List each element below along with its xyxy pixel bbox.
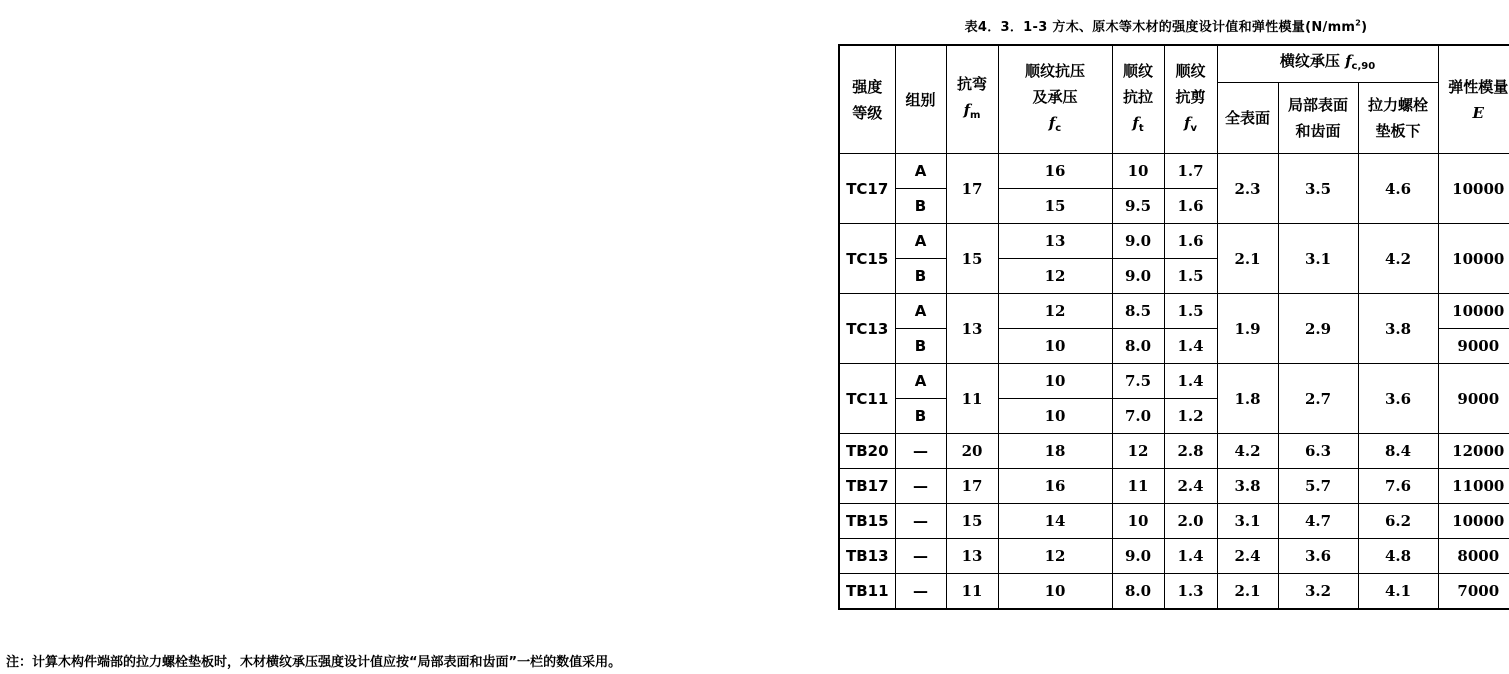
ft-cell: 8.0 <box>1112 574 1164 610</box>
local-surface-cell: 2.9 <box>1278 294 1358 364</box>
fm-cell: 15 <box>946 224 998 294</box>
grade-cell: TB11 <box>839 574 895 610</box>
fm-cell: 13 <box>946 539 998 574</box>
group-cell: A <box>895 364 946 399</box>
ft-cell: 8.0 <box>1112 329 1164 364</box>
ft-cell: 8.5 <box>1112 294 1164 329</box>
modulus-cell: 8000 <box>1438 539 1509 574</box>
header-shear: 顺纹 抗剪 $f_v$ <box>1164 45 1217 154</box>
bolt-plate-cell: 4.1 <box>1358 574 1438 610</box>
ft-cell: 12 <box>1112 434 1164 469</box>
fc-cell: 10 <box>998 329 1112 364</box>
modulus-cell: 11000 <box>1438 469 1509 504</box>
bolt-plate-cell: 3.6 <box>1358 364 1438 434</box>
local-surface-cell: 3.2 <box>1278 574 1358 610</box>
fv-cell: 1.2 <box>1164 399 1217 434</box>
modulus-cell: 9000 <box>1438 329 1509 364</box>
fm-cell: 13 <box>946 294 998 364</box>
grade-cell: TC13 <box>839 294 895 364</box>
fc-cell: 10 <box>998 574 1112 610</box>
fc-cell: 12 <box>998 294 1112 329</box>
modulus-cell: 10000 <box>1438 504 1509 539</box>
ft-cell: 10 <box>1112 504 1164 539</box>
fm-cell: 17 <box>946 469 998 504</box>
fm-cell: 17 <box>946 154 998 224</box>
modulus-cell: 10000 <box>1438 224 1509 294</box>
table-row <box>839 224 1509 259</box>
table-row <box>839 434 1509 469</box>
header-full-surface: 全表面 <box>1217 83 1278 154</box>
table-row <box>839 154 1509 189</box>
bolt-plate-cell: 4.6 <box>1358 154 1438 224</box>
full-surface-cell: 2.3 <box>1217 154 1278 224</box>
fv-cell: 2.4 <box>1164 469 1217 504</box>
header-transverse: 横纹承压 $f_{c,90}$ <box>1217 45 1438 83</box>
fv-cell: 1.4 <box>1164 364 1217 399</box>
bolt-plate-cell: 4.2 <box>1358 224 1438 294</box>
grade-cell: TC17 <box>839 154 895 224</box>
fv-cell: 1.6 <box>1164 189 1217 224</box>
local-surface-cell: 4.7 <box>1278 504 1358 539</box>
fc-cell: 10 <box>998 364 1112 399</box>
grade-cell: TB15 <box>839 504 895 539</box>
grade-cell: TC11 <box>839 364 895 434</box>
full-surface-cell: 2.4 <box>1217 539 1278 574</box>
grade-cell: TC15 <box>839 224 895 294</box>
fv-cell: 1.6 <box>1164 224 1217 259</box>
table-row <box>839 574 1509 610</box>
modulus-cell: 10000 <box>1438 294 1509 329</box>
header-bending: 抗弯 $f_m$ <box>946 45 998 154</box>
fv-cell: 2.0 <box>1164 504 1217 539</box>
modulus-cell: 7000 <box>1438 574 1509 610</box>
full-surface-cell: 1.8 <box>1217 364 1278 434</box>
group-cell: — <box>895 434 946 469</box>
full-surface-cell: 2.1 <box>1217 574 1278 610</box>
group-cell: B <box>895 399 946 434</box>
modulus-cell: 10000 <box>1438 154 1509 224</box>
fc-cell: 14 <box>998 504 1112 539</box>
fc-cell: 16 <box>998 154 1112 189</box>
full-surface-cell: 2.1 <box>1217 224 1278 294</box>
bolt-plate-cell: 8.4 <box>1358 434 1438 469</box>
local-surface-cell: 3.1 <box>1278 224 1358 294</box>
header-grade: 强度 等级 <box>839 45 895 154</box>
header-bolt-plate: 拉力螺栓 垫板下 <box>1358 83 1438 154</box>
fm-cell: 11 <box>946 364 998 434</box>
fv-cell: 1.5 <box>1164 294 1217 329</box>
fm-cell: 11 <box>946 574 998 610</box>
ft-cell: 10 <box>1112 154 1164 189</box>
fv-cell: 1.5 <box>1164 259 1217 294</box>
bolt-plate-cell: 7.6 <box>1358 469 1438 504</box>
ft-cell: 9.0 <box>1112 224 1164 259</box>
local-surface-cell: 2.7 <box>1278 364 1358 434</box>
fm-cell: 15 <box>946 504 998 539</box>
grade-cell: TB13 <box>839 539 895 574</box>
header-compression: 顺纹抗压 及承压 $f_c$ <box>998 45 1112 154</box>
fv-cell: 1.3 <box>1164 574 1217 610</box>
group-cell: A <box>895 154 946 189</box>
fc-cell: 12 <box>998 539 1112 574</box>
header-tension: 顺纹 抗拉 $f_t$ <box>1112 45 1164 154</box>
group-cell: B <box>895 259 946 294</box>
modulus-cell: 9000 <box>1438 364 1509 434</box>
modulus-cell: 12000 <box>1438 434 1509 469</box>
group-cell: — <box>895 539 946 574</box>
table-row <box>839 294 1509 329</box>
fv-cell: 1.4 <box>1164 329 1217 364</box>
fc-cell: 18 <box>998 434 1112 469</box>
table-row <box>839 504 1509 539</box>
group-cell: B <box>895 189 946 224</box>
full-surface-cell: 3.8 <box>1217 469 1278 504</box>
ft-cell: 7.0 <box>1112 399 1164 434</box>
fc-cell: 13 <box>998 224 1112 259</box>
bolt-plate-cell: 3.8 <box>1358 294 1438 364</box>
ft-cell: 7.5 <box>1112 364 1164 399</box>
full-surface-cell: 1.9 <box>1217 294 1278 364</box>
local-surface-cell: 6.3 <box>1278 434 1358 469</box>
header-group: 组别 <box>895 45 946 154</box>
ft-cell: 11 <box>1112 469 1164 504</box>
table-title: 表4．3．1-3 方木、原木等木材的强度设计值和弹性模量$(N/mm^2)$ <box>964 18 1368 35</box>
fv-cell: 1.4 <box>1164 539 1217 574</box>
fc-cell: 15 <box>998 189 1112 224</box>
fv-cell: 1.7 <box>1164 154 1217 189</box>
table-row <box>839 469 1509 504</box>
strength-table <box>838 44 1509 610</box>
bolt-plate-cell: 4.8 <box>1358 539 1438 574</box>
grade-cell: TB17 <box>839 469 895 504</box>
fm-cell: 20 <box>946 434 998 469</box>
local-surface-cell: 3.6 <box>1278 539 1358 574</box>
full-surface-cell: 3.1 <box>1217 504 1278 539</box>
group-cell: A <box>895 294 946 329</box>
group-cell: — <box>895 469 946 504</box>
fv-cell: 2.8 <box>1164 434 1217 469</box>
group-cell: — <box>895 574 946 610</box>
ft-cell: 9.0 <box>1112 259 1164 294</box>
bolt-plate-cell: 6.2 <box>1358 504 1438 539</box>
ft-cell: 9.0 <box>1112 539 1164 574</box>
fc-cell: 16 <box>998 469 1112 504</box>
ft-cell: 9.5 <box>1112 189 1164 224</box>
table-row <box>839 364 1509 399</box>
fc-cell: 10 <box>998 399 1112 434</box>
local-surface-cell: 5.7 <box>1278 469 1358 504</box>
fc-cell: 12 <box>998 259 1112 294</box>
table-note: 注：计算木构件端部的拉力螺栓垫板时，木材横纹承压强度设计值应按“局部表面和齿面”一栏的数值采用。 <box>6 655 622 670</box>
full-surface-cell: 4.2 <box>1217 434 1278 469</box>
header-modulus: 弹性模量 E <box>1438 45 1509 154</box>
group-cell: B <box>895 329 946 364</box>
grade-cell: TB20 <box>839 434 895 469</box>
group-cell: — <box>895 504 946 539</box>
header-local-surface: 局部表面 和齿面 <box>1278 83 1358 154</box>
group-cell: A <box>895 224 946 259</box>
table-row <box>839 539 1509 574</box>
local-surface-cell: 3.5 <box>1278 154 1358 224</box>
